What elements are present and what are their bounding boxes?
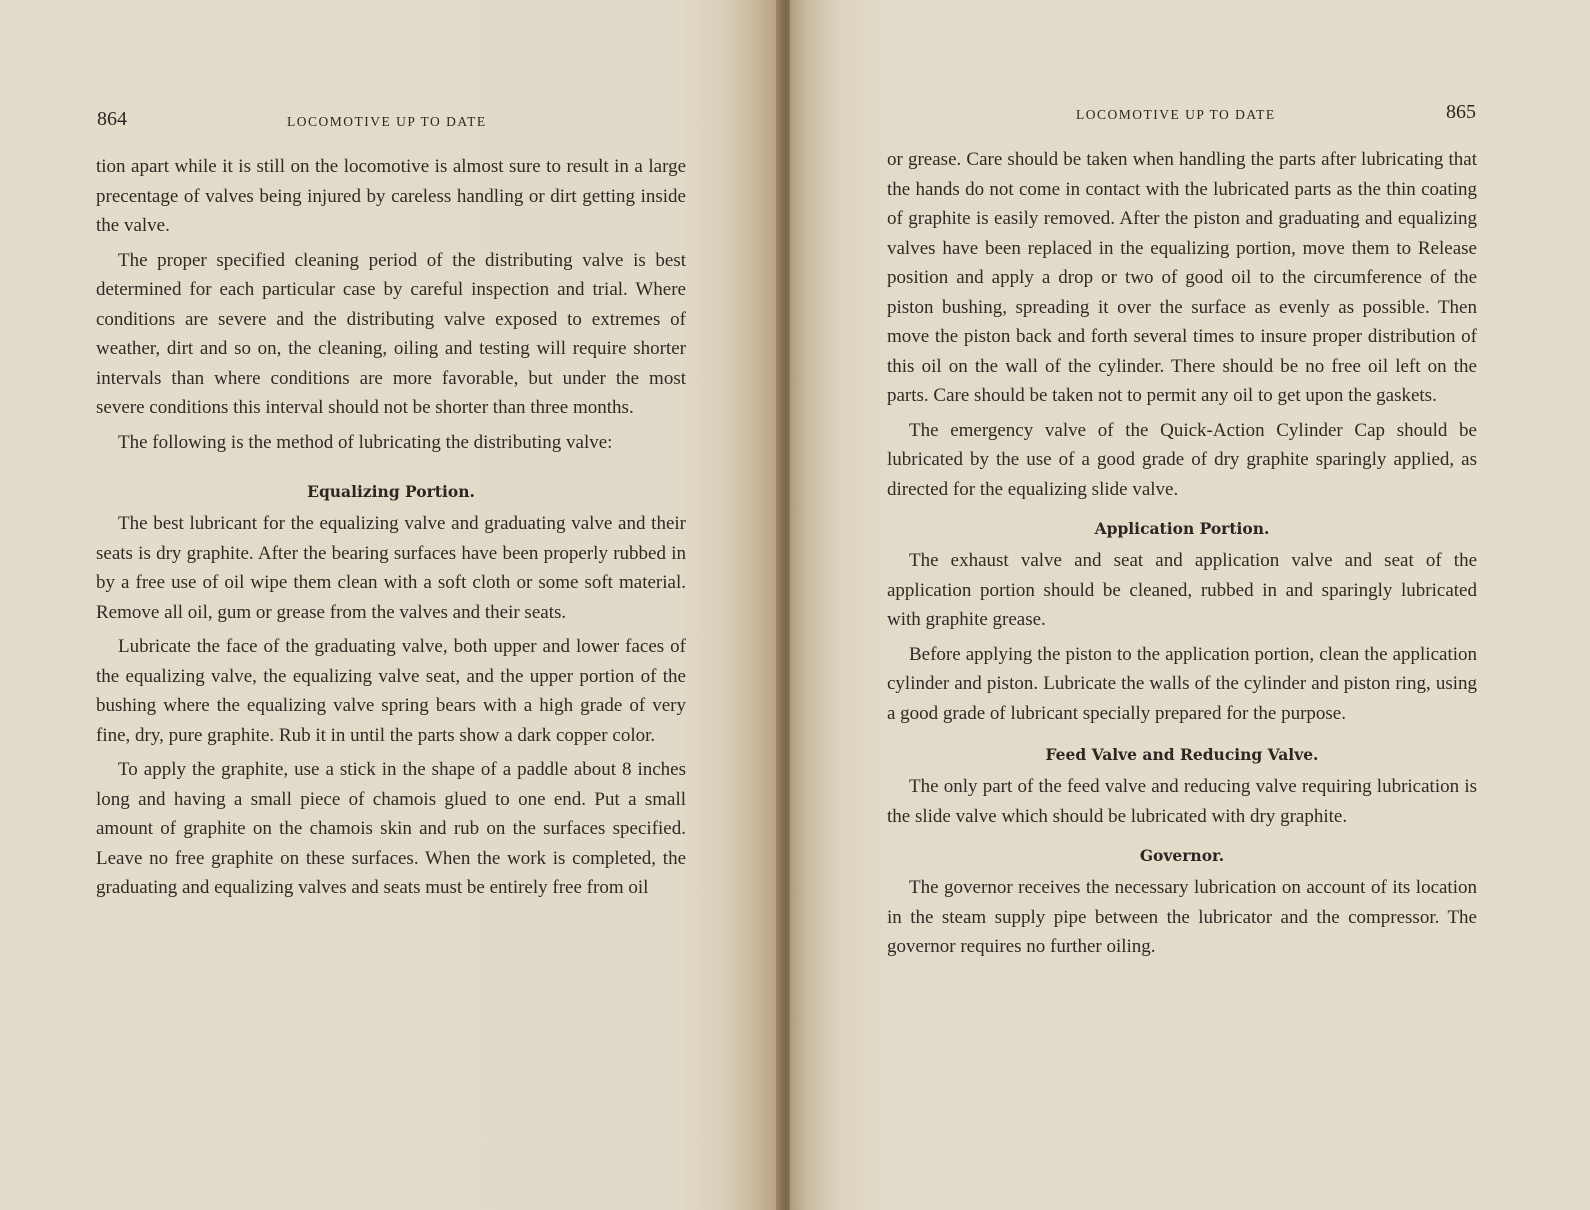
left-page bbox=[0, 0, 790, 1210]
right-page-body bbox=[887, 145, 1477, 967]
paragraph: Before applying the piston to the application portion, clean the application cylinder and piston. Lubricate the walls of the cylinder and piston ring, using a good grade of lubricant specially prepared for the purpose. bbox=[887, 643, 1477, 724]
paragraph: tion apart while it is still on the locomotive is almost sure to result in a large precentage of valves being injured by careless handling or dirt getting inside the valve. bbox=[96, 156, 686, 236]
page-number: 864 bbox=[97, 108, 127, 130]
section-heading: Governor. bbox=[1139, 846, 1225, 865]
section-heading: Feed Valve and Reducing Valve. bbox=[1045, 745, 1319, 764]
right-page bbox=[790, 0, 1590, 1210]
paragraph: The following is the method of lubricating the distributing valve: bbox=[118, 431, 613, 453]
section-heading: Equalizing Portion. bbox=[307, 482, 475, 501]
running-head: LOCOMOTIVE UP TO DATE bbox=[1076, 107, 1276, 122]
right-page-header bbox=[886, 101, 1486, 131]
paragraph: To apply the graphite, use a stick in the shape of a paddle about 8 inches long and having a small piece of chamois glued to one end. Put a small amount of graphite on the chamois skin and rub on the surfaces specified. Leave no free graphite on these surfaces. When the work is completed, the graduating and equalizing valves and seats must be entirely free from oil bbox=[96, 759, 686, 898]
paragraph: The proper specified cleaning period of the distributing valve is best determined for each particular case by careful inspection and trial. Where conditions are severe and the distributing valve exposed to extremes of weather, dirt and so on, the cleaning, oiling and testing will require shorter intervals than where conditions are more favorable, but under the most severe conditions this interval should not be shorter than three months. bbox=[96, 249, 686, 418]
left-page-header bbox=[97, 108, 697, 138]
paragraph: The emergency valve of the Quick-Action Cylinder Cap should be lubricated by the use of a good grade of dry graphite sparingly applied, as directed for the equalizing slide valve. bbox=[887, 419, 1477, 500]
paragraph: The best lubricant for the equalizing valve and graduating valve and their seats is dry graphite. After the bearing surfaces have been properly rubbed in by a free use of oil wipe them clean with a soft cloth or some soft material. Remove all oil, gum or grease from the valves and their seats. bbox=[96, 513, 686, 623]
left-page-body bbox=[96, 152, 686, 908]
section-heading: Application Portion. bbox=[1094, 519, 1270, 538]
paragraph: The exhaust valve and seat and application valve and seat of the application portion should be cleaned, rubbed in and sparingly lubricated with graphite grease. bbox=[887, 550, 1477, 630]
paragraph: The only part of the feed valve and reducing valve requiring lubrication is the slide valve which should be lubricated with dry graphite. bbox=[887, 776, 1477, 827]
page-number: 865 bbox=[1446, 101, 1476, 123]
paragraph: Lubricate the face of the graduating valve, both upper and lower faces of the equalizing valve, the equalizing valve seat, and the upper portion of the bushing where the equalizing valve spring bears with a high grade of very fine, dry, pure graphite. Rub it in until the parts show a dark copper color. bbox=[96, 636, 686, 746]
paragraph: or grease. Care should be taken when handling the parts after lubricating that the hands do not come in contact with the lubricated parts as the thin coating of graphite is easily removed. After the piston and graduating and equalizing valves have been replaced in the equalizing portion, move them to Release position and apply a drop or two of good oil to the circumference of the piston bushing, spreading it over the surface as evenly as possible. Then move the piston back and forth several times to insure proper distribution of this oil on the wall of the cylinder. There should be no free oil left on the parts. Care should be taken not to permit any oil to get upon the gaskets. bbox=[887, 149, 1477, 406]
running-head: LOCOMOTIVE UP TO DATE bbox=[287, 114, 487, 129]
paragraph: The governor receives the necessary lubrication on account of its location in the steam supply pipe between the lubricator and the compressor. The governor requires no further oiling. bbox=[887, 877, 1477, 957]
